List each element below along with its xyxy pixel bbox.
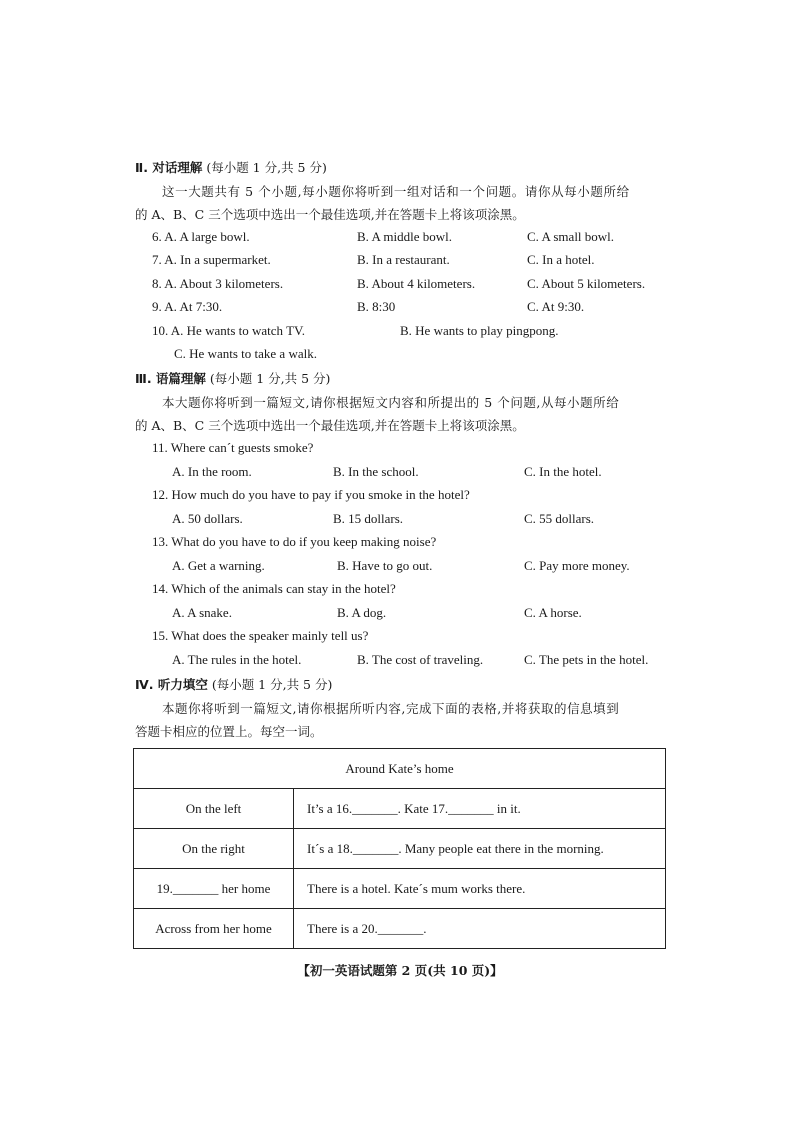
table-cell-left: Across from her home xyxy=(134,909,294,949)
q6-option-b: B. A middle bowl. xyxy=(357,229,452,244)
table-cell-right: It´s a 18._______. Many people eat there in the morning. xyxy=(294,829,666,869)
q15-option-a: A. The rules in the hotel. xyxy=(172,652,302,667)
table-cell-left: On the left xyxy=(134,789,294,829)
table-cell-left: 19._______ her home xyxy=(134,869,294,909)
q7-option-b: B. In a restaurant. xyxy=(357,252,450,267)
q9-option-a: 9. A. At 7:30. xyxy=(152,299,223,314)
q13-question: 13. What do you have to do if you keep making noise? xyxy=(152,534,437,549)
table-row xyxy=(134,909,666,949)
section-4-heading: Ⅳ. 听力填空 xyxy=(135,677,208,692)
q12-option-a: A. 50 dollars. xyxy=(172,511,243,526)
section-4-instruction-2: 答题卡相应的位置上。每空一词。 xyxy=(135,724,323,739)
q8-option-c: C. About 5 kilometers. xyxy=(527,276,646,291)
fill-in-table xyxy=(133,748,666,949)
q13-option-a: A. Get a warning. xyxy=(172,558,265,573)
section-4-score: (每小题 1 分,共 5 分) xyxy=(211,677,333,692)
q15-option-b: B. The cost of traveling. xyxy=(357,652,484,667)
q8-option-a: 8. A. About 3 kilometers. xyxy=(152,276,284,291)
q10-option-a: 10. A. He wants to watch TV. xyxy=(152,323,305,338)
q14-option-b: B. A dog. xyxy=(337,605,387,620)
q13-option-c: C. Pay more money. xyxy=(524,558,630,573)
section-4-instruction-1: 本题你将听到一篇短文,请你根据所听内容,完成下面的表格,并将获取的信息填到 xyxy=(162,701,620,716)
q8-option-b: B. About 4 kilometers. xyxy=(357,276,476,291)
q6-option-a: 6. A. A large bowl. xyxy=(152,229,250,244)
section-2-score: (每小题 1 分,共 5 分) xyxy=(206,160,327,175)
q7-option-c: C. In a hotel. xyxy=(527,252,595,267)
section-2-instruction-1: 这一大题共有 5 个小题,每小题你将听到一组对话和一个问题。请你从每小题所给 xyxy=(162,184,630,199)
section-3-heading: Ⅲ. 语篇理解 xyxy=(135,371,206,386)
q14-option-a: A. A snake. xyxy=(172,605,232,620)
section-3-heading-line xyxy=(135,369,330,387)
table-cell-right: There is a 20._______. xyxy=(294,909,666,949)
q9-option-c: C. At 9:30. xyxy=(527,299,585,314)
q10-option-b: B. He wants to play pingpong. xyxy=(400,323,559,338)
section-3-instruction-1: 本大题你将听到一篇短文,请你根据短文内容和所提出的 5 个问题,从每小题所给 xyxy=(162,395,620,410)
section-2-heading: Ⅱ. 对话理解 xyxy=(135,160,203,175)
q12-question: 12. How much do you have to pay if you smoke in the hotel? xyxy=(152,487,470,502)
section-2-heading-line xyxy=(135,158,327,176)
table-row xyxy=(134,829,666,869)
section-4-heading-line xyxy=(135,675,332,693)
section-2-instruction-2: 的 A、B、C 三个选项中选出一个最佳选项,并在答题卡上将该项涂黑。 xyxy=(135,207,525,222)
q11-option-b: B. In the school. xyxy=(333,464,419,479)
section-3-instruction-2: 的 A、B、C 三个选项中选出一个最佳选项,并在答题卡上将该项涂黑。 xyxy=(135,418,525,433)
q10-option-c: C. He wants to take a walk. xyxy=(174,346,317,361)
table-cell-left: On the right xyxy=(134,829,294,869)
table-title: Around Kate’s home xyxy=(134,749,666,789)
q14-question: 14. Which of the animals can stay in the hotel? xyxy=(152,581,396,596)
table-cell-right: It’s a 16._______. Kate 17._______ in it. xyxy=(294,789,666,829)
page-footer: 【初一英语试题第 2 页(共 10 页)】 xyxy=(297,963,503,978)
q9-option-b: B. 8:30 xyxy=(357,299,396,314)
table-cell-right: There is a hotel. Kate´s mum works there. xyxy=(294,869,666,909)
q11-option-a: A. In the room. xyxy=(172,464,252,479)
table-row xyxy=(134,869,666,909)
table-row xyxy=(134,789,666,829)
q14-option-c: C. A horse. xyxy=(524,605,582,620)
q11-option-c: C. In the hotel. xyxy=(524,464,602,479)
q6-option-c: C. A small bowl. xyxy=(527,229,615,244)
q15-question: 15. What does the speaker mainly tell us? xyxy=(152,628,369,643)
q13-option-b: B. Have to go out. xyxy=(337,558,433,573)
q7-option-a: 7. A. In a supermarket. xyxy=(152,252,271,267)
section-3-score: (每小题 1 分,共 5 分) xyxy=(209,371,331,386)
table-header-row xyxy=(134,749,666,789)
q11-question: 11. Where can´t guests smoke? xyxy=(152,440,314,455)
q12-option-b: B. 15 dollars. xyxy=(333,511,404,526)
q12-option-c: C. 55 dollars. xyxy=(524,511,595,526)
q15-option-c: C. The pets in the hotel. xyxy=(524,652,649,667)
